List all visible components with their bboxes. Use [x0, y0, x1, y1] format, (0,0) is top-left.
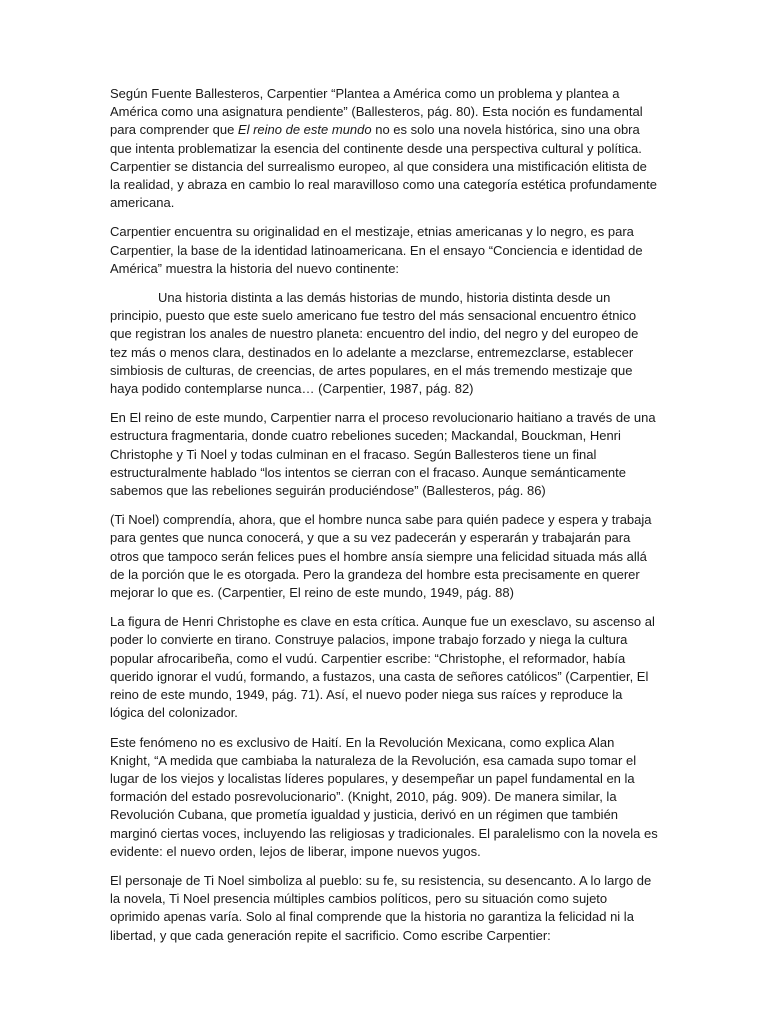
paragraph-ti-noel-pueblo: El personaje de Ti Noel simboliza al pueblo: su fe, su resistencia, su desencanto. A lo largo de la novela, Ti Noel presencia múltiples cambios políticos, pero su situación como sujeto oprimido apenas varía. Solo al final comprende que la historia no garantiza la felicidad ni la libertad, y que cada generación repite el sacrificio. Como escribe Carpentier: — [110, 872, 652, 943]
paragraph-henri-christophe: La figura de Henri Christophe es clave en esta crítica. Aunque fue un exesclavo, su ascenso al poder lo convierte en tirano. Construye palacios, impone trabajo forzado y niega la cultura popular afrocaribeña, como el vudú. Carpentier escribe: “Christophe, el reformador, había querido ignorar el vudú, formando, a fustazos, una casta de señores católicos” (Carpentier, El reino de este mundo, 1949, pág. 71). Así, el nuevo poder niega sus raíces y reproduce la lógica del colonizador. — [110, 614, 655, 721]
paragraph-ti-noel-quote: (Ti Noel) comprendía, ahora, que el hombre nunca sabe para quién padece y espera y trabaja para gentes que nunca conocerá, y que a su vez padecerán y esperarán y trabajarán para otros que tampoco serán felices pues el hombre ansía siempre una felicidad situada más allá de la porción que le es otorgada. Pero la grandeza del hombre esta precisamente en querer mejorar lo que es. (Carpentier, El reino de este mundo, 1949, pág. 88) — [110, 512, 652, 601]
paragraph-mestizaje: Carpentier encuentra su originalidad en el mestizaje, etnias americanas y lo negro, es para Carpentier, la base de la identidad latinoamericana. En el ensayo “Conciencia e identidad de América” muestra la historia del nuevo continente: — [110, 224, 643, 276]
paragraph-intro — [110, 85, 658, 212]
paragraph-intro-text-1: Según Fuente Ballesteros, Carpentier “Plantea a América como un problema y plantea a América como una asignatura pendiente” (Ballesteros, pág. 80). Esta noción es fundamental para comprender que — [110, 86, 643, 138]
document-page — [110, 85, 658, 956]
paragraph-revolucion-mexicana: Este fenómeno no es exclusivo de Haití. En la Revolución Mexicana, como explica Alan Knight, “A medida que cambiaba la naturaleza de la Revolución, esa camada supo tomar el lugar de los viejos y localistas líderes populares, y desempeñar un papel fundamental en la formación del estado posrevolucionario”. (Knight, 2010, pág. 909). De manera similar, la Revolución Cubana, que prometía igualdad y justicia, derivó en un régimen que también marginó ciertas voces, incluyendo las religiosas y tradicionales. El paralelismo con la novela es evidente: el nuevo orden, lejos de liberar, impone nuevos yugos. — [110, 734, 658, 859]
novel-title-italic: El reino de este mundo — [237, 122, 372, 138]
paragraph-rebeliones: En El reino de este mundo, Carpentier narra el proceso revolucionario haitiano a través de una estructura fragmentaria, donde cuatro rebeliones suceden; Mackandal, Bouckman, Henri Christophe y Ti Noel y todas culminan en el fracaso. Según Ballesteros tiene un final estructuralmente hablado “los intentos se cierran con el fracaso. Aunque semánticamente sabemos que las rebeliones seguirán produciéndose” (Ballesteros, pág. 86) — [110, 410, 656, 499]
block-quote-carpentier-1987: Una historia distinta a las demás historias de mundo, historia distinta desde un principio, puesto que este suelo americano fue testro del más sensacional encuentro étnico que registran los anales de nuestro planeta: encuentro del indio, del negro y del europeo de tez más o menos clara, destinados en lo adelante a mezclarse, entremezclarse, establecer simbiosis de culturas, de creencias, de artes populares, en el más tremendo mestizaje que haya podido contemplarse nunca… (Carpentier, 1987, pág. 82) — [110, 290, 639, 397]
paragraph-intro-text-2: no es solo una novela histórica, sino una obra que intenta problematizar la esencia del continente desde una perspectiva cultural y política. Carpentier se distancia del surrealismo europeo, al que considera una mistificación elitista de la realidad, y abraza en cambio lo real maravilloso como una categoría estética profundamente americana. — [110, 122, 658, 211]
